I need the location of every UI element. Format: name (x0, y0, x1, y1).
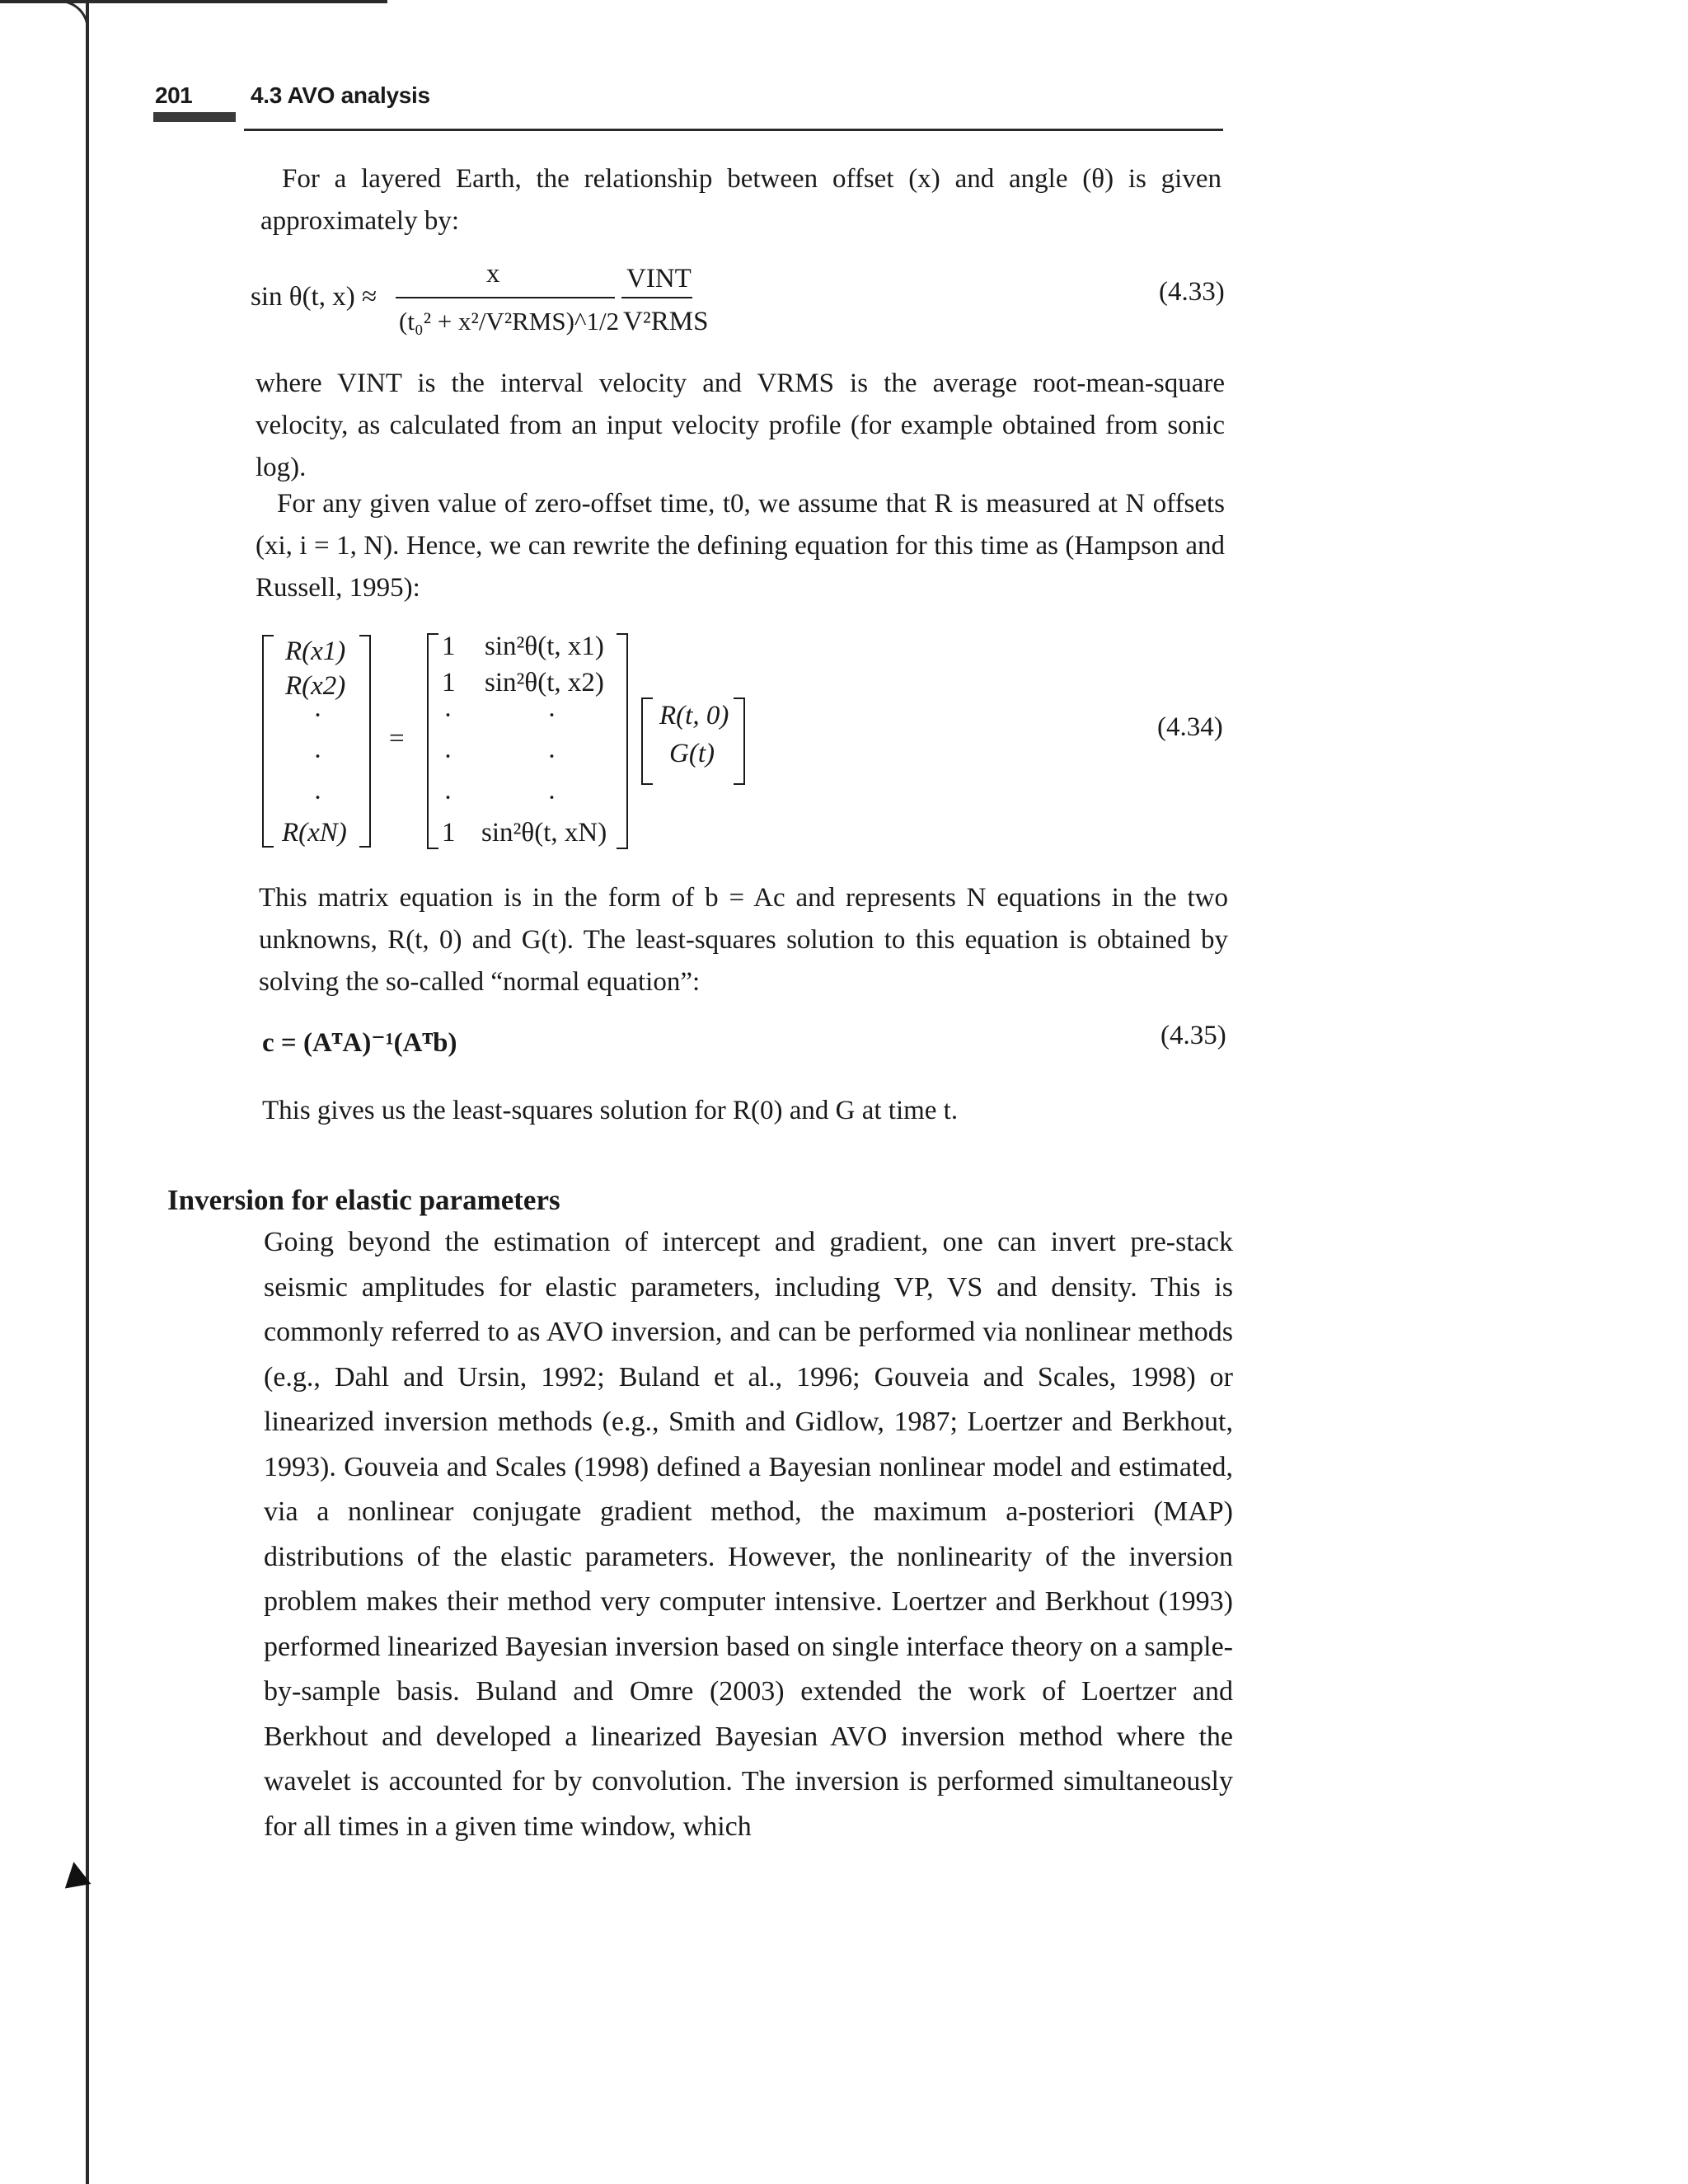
binding-edge-line (86, 0, 89, 2184)
matrix-col2-entry: · (547, 742, 556, 772)
left-bracket (262, 635, 274, 848)
eq-4-33-lhs: sin θ(t, x) ≈ (251, 282, 377, 312)
vector-entry: R(t, 0) (659, 701, 729, 730)
binding-edge-curve (0, 0, 89, 30)
lhs-entry: · (313, 783, 322, 813)
fraction-bar-2 (621, 297, 692, 298)
vector-entry: G(t) (669, 739, 715, 768)
paragraph-solution (262, 1090, 1231, 1132)
paragraph-matrix-form (259, 877, 1228, 1003)
paragraph-zero-offset (256, 483, 1225, 609)
matrix-col1-entry: 1 (442, 632, 456, 661)
eq-4-33-numerator-1: x (486, 259, 500, 289)
section-heading: Inversion for elastic parameters (167, 1184, 560, 1216)
equals-sign: = (389, 724, 405, 754)
paragraph-text: For a layered Earth, the relationship between offset (x) and angle (θ) is given approximately by: (260, 164, 1221, 236)
paragraph-velocity (256, 363, 1225, 489)
matrix-col2-entry: · (547, 783, 556, 813)
eq-4-33-denominator-2: V²RMS (623, 307, 709, 336)
lhs-entry: R(x1) (285, 636, 346, 666)
matrix-col1-entry: 1 (442, 818, 456, 848)
matrix-col2-entry: sin²θ(t, x2) (485, 668, 604, 697)
header-rule (244, 129, 1223, 131)
matrix-col1-entry: · (443, 783, 452, 813)
lhs-entry: · (313, 701, 322, 730)
eq-4-33-numerator-2: VINT (626, 264, 692, 294)
matrix-col2-entry: sin²θ(t, x1) (485, 632, 604, 661)
eq-4-35-expression: c = (AᵀA)⁻¹(Aᵀb) (262, 1028, 457, 1058)
left-bracket (641, 697, 653, 785)
right-bracket (359, 635, 371, 848)
matrix-col1-entry: · (443, 701, 452, 730)
left-bracket (427, 633, 438, 849)
paragraph-text: For any given value of zero-offset time, t0, we assume that R is measured at N offsets (xi, i = 1, N). Hence, we can rewrite the defining equation for this time as (Hampson and Russell, 1995): (256, 489, 1225, 603)
page-number: 201 (155, 82, 193, 108)
corner-mark-icon (61, 1859, 91, 1888)
paragraph-text: Going beyond the estimation of intercept and gradient, one can invert pre-stack seismic amplitudes for elastic parameters, including VP, VS and density. This is commonly referred to as AVO inversion, and can be performed via nonlinear methods (e.g., Dahl and Ursin, 1992; Buland et al., 1996; Gouveia and Scales, 1998) or linearized inversion methods (e.g., Smith and Gidlow, 1987; Loertzer and Berkhout, 1993). Gouveia and Scales (1998) defined a Bayesian nonlinear model and estimated, via a nonlinear conjugate gradient method, the maximum a-posteriori (MAP) distributions of the elastic parameters. However, the nonlinearity of the inversion problem makes their method very computer intensive. Loertzer and Berkhout (1993) performed linearized Bayesian inversion based on single interface theory on a sample-by-sample basis. Buland and Omre (2003) extended the work of Loertzer and Berkhout and developed a linearized Bayesian AVO inversion method where the wavelet is accounted for by convolution. The inversion is performed simultaneously for all times in a given time window, which (264, 1227, 1233, 1842)
paragraph-text: This gives us the least-squares solution for R(0) and G at time t. (262, 1096, 959, 1125)
section-body (264, 1220, 1233, 1849)
paragraph-offset-angle (260, 158, 1221, 242)
running-head: 4.3 AVO analysis (251, 82, 430, 108)
equation-number: (4.34) (1157, 712, 1223, 742)
matrix-col2-entry: · (547, 701, 556, 730)
matrix-col2-entry: sin²θ(t, xN) (481, 818, 607, 848)
right-bracket (734, 697, 745, 785)
lhs-entry: R(xN) (282, 818, 347, 848)
lhs-entry: · (313, 742, 322, 772)
equation-number: (4.35) (1160, 1021, 1226, 1050)
paragraph-text: This matrix equation is in the form of b = Ac and represents N equations in the two unknowns, R(t, 0) and G(t). The least-squares solution to this equation is obtained by solving the so-called “normal equation”: (259, 883, 1228, 997)
eq-4-33-denominator-1: (t₀² + x²/V²RMS)^1/2 (399, 307, 620, 336)
equation-number: (4.33) (1159, 277, 1225, 307)
matrix-col1-entry: 1 (442, 668, 456, 697)
matrix-col1-entry: · (443, 742, 452, 772)
paragraph-text: where VINT is the interval velocity and VRMS is the average root-mean-square velocity, as calculated from an input velocity profile (for example obtained from sonic log). (256, 369, 1225, 482)
fraction-bar-1 (396, 297, 615, 298)
lhs-entry: R(x2) (285, 671, 346, 701)
right-bracket (617, 633, 628, 849)
page-number-bar (153, 112, 236, 122)
